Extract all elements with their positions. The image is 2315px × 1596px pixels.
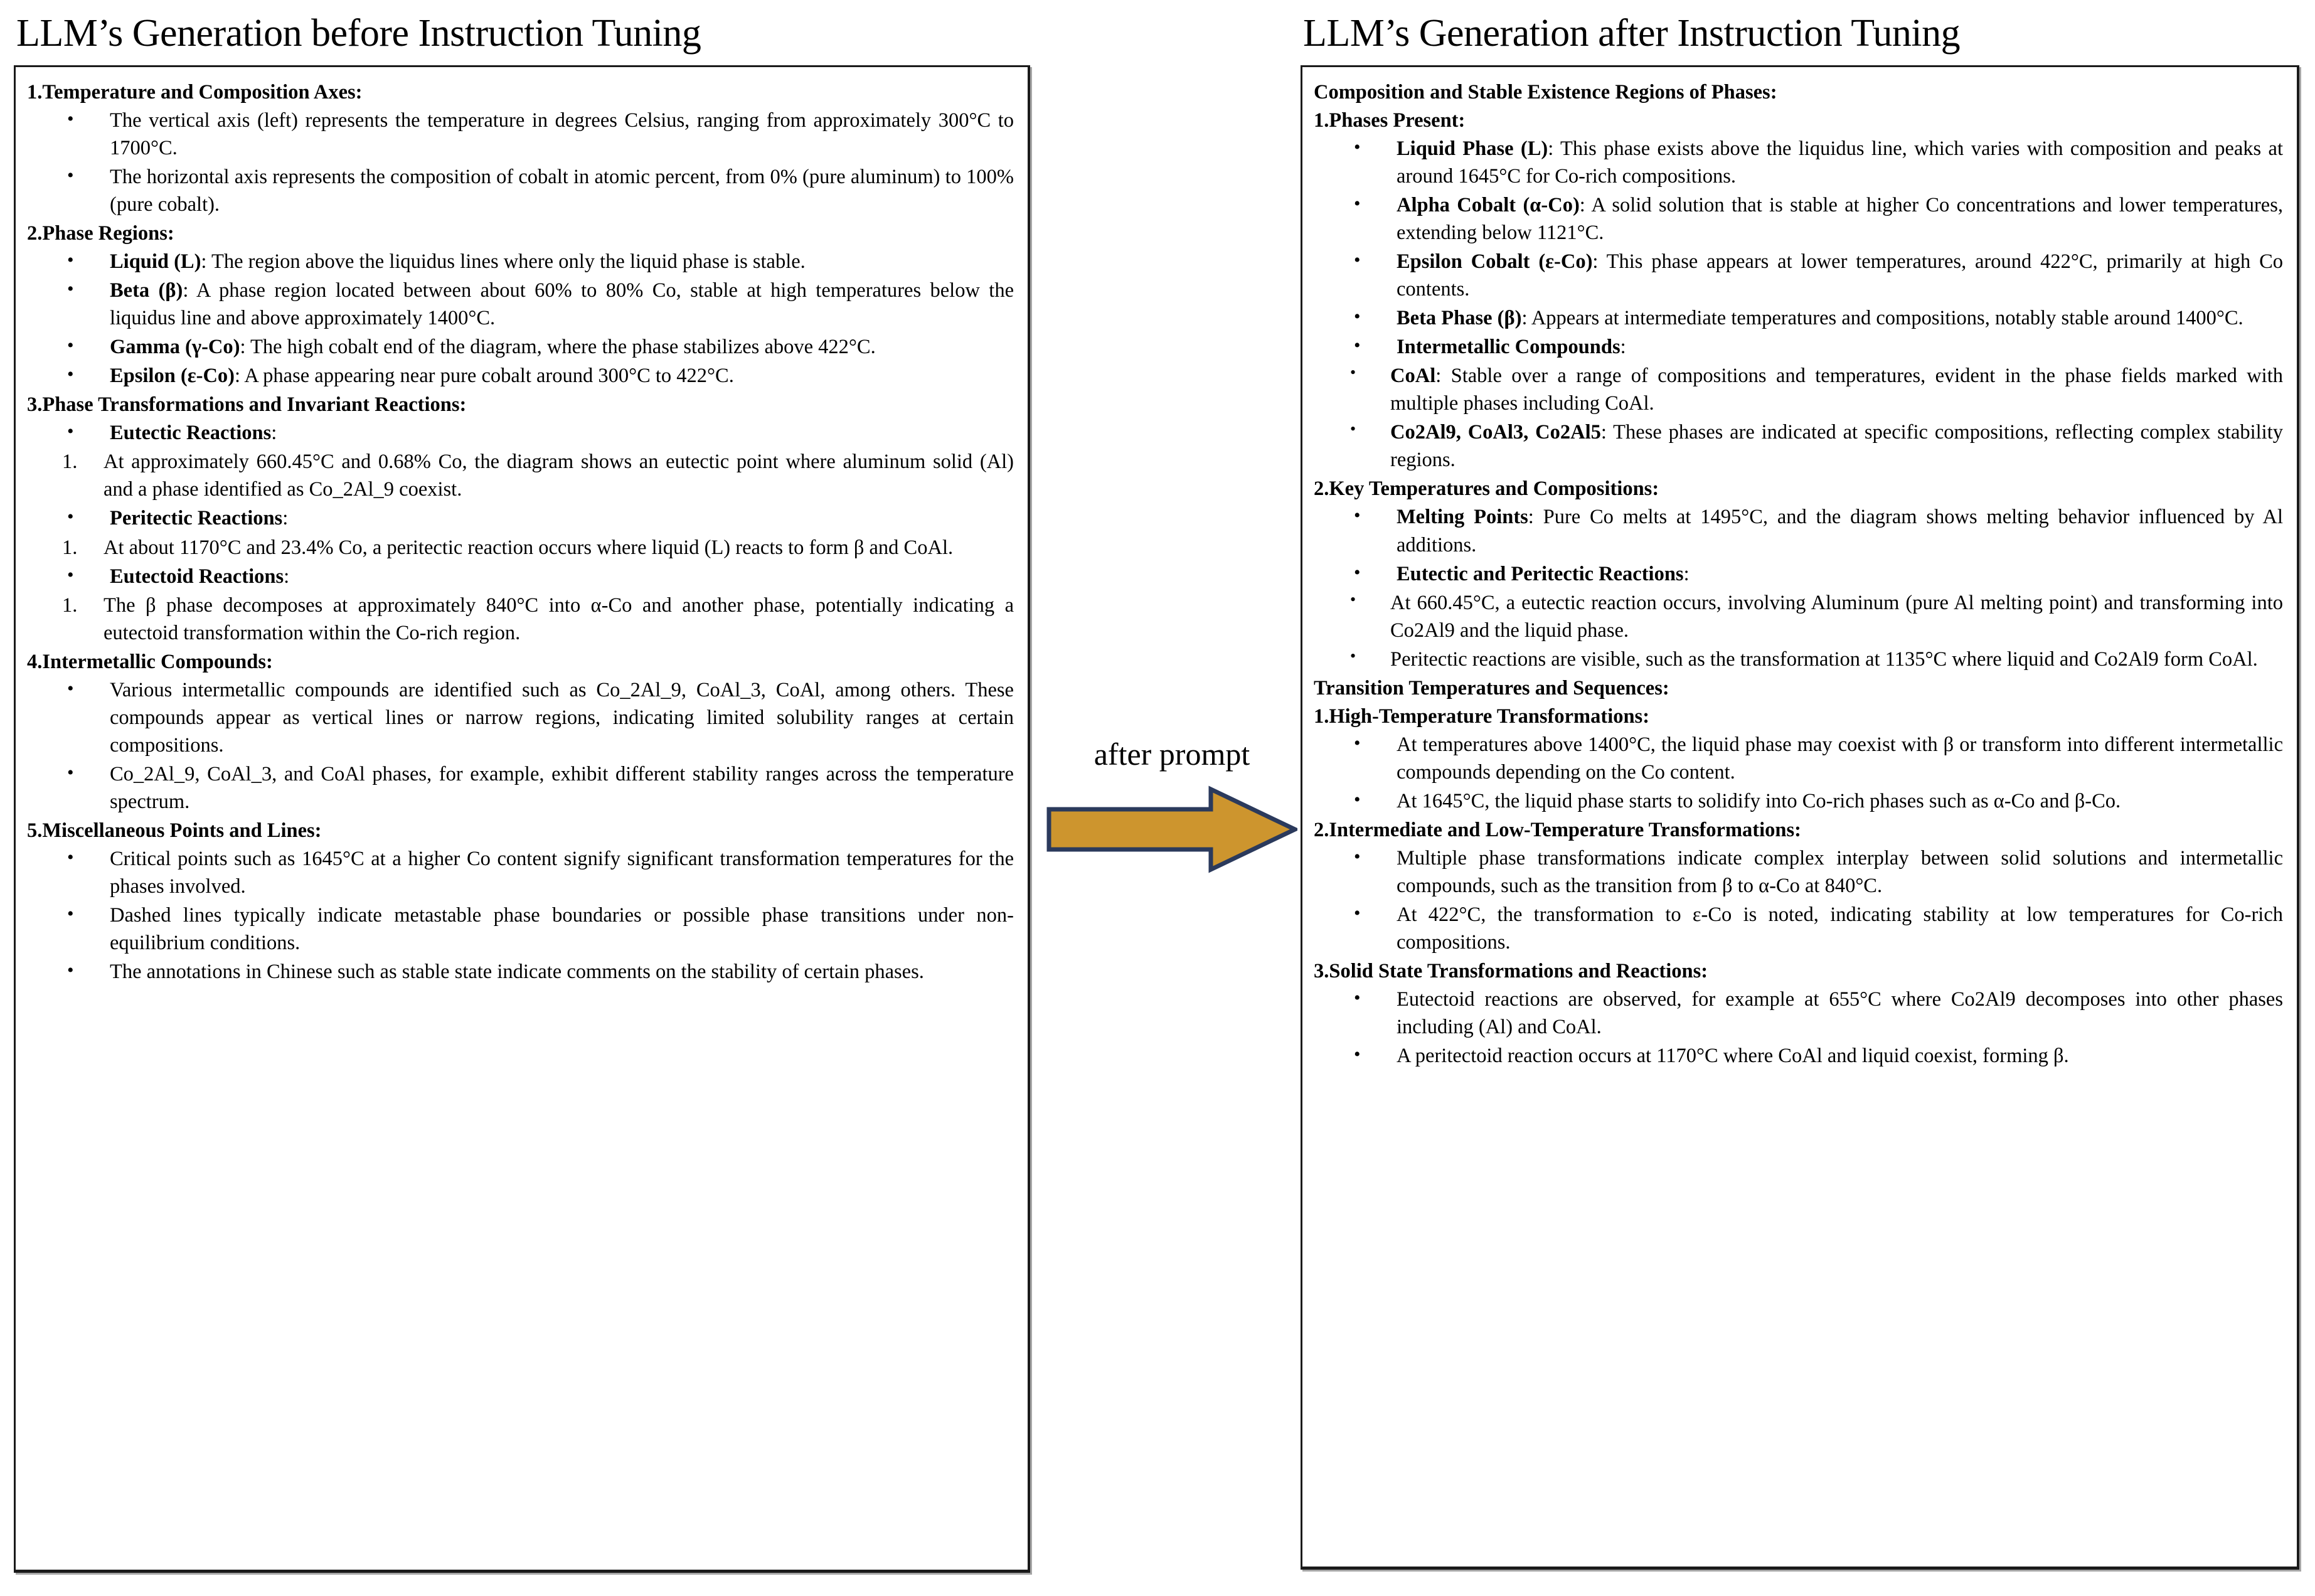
list-item: • Dashed lines typically indicate metastable phase boundaries or possible phase transitions under non-equilibrium conditions.	[27, 902, 1014, 957]
list-item-lead: Beta Phase (β)	[1397, 307, 1522, 330]
list-miscellaneous	[27, 845, 1014, 986]
after-tuning-text	[1314, 78, 2283, 1070]
list-item	[1314, 135, 2283, 190]
heading-transition-temperatures: Transition Temperatures and Sequences:	[1314, 676, 1669, 700]
list-item	[1314, 503, 2283, 558]
numbered-list-eutectoid	[27, 592, 1014, 647]
list-item-text: : Stable over a range of compositions and temperatures, evident in the phase fields marked with multiple phases including CoAl.	[1390, 364, 2283, 415]
list-high-temperature-transformations	[1314, 731, 2283, 815]
sublist-eutectic-peritectic	[1314, 589, 2283, 673]
list-item	[27, 333, 1014, 361]
list-solid-state-transformations	[1314, 986, 2283, 1070]
numbered-list-eutectic	[27, 448, 1014, 503]
heading-composition-regions: Composition and Stable Existence Regions of Phases:	[1314, 81, 1777, 104]
list-item-text: : Appears at intermediate temperatures and compositions, notably stable around 1400°C.	[1521, 307, 2243, 330]
list-item-text: : A phase region located between about 60% to 80% Co, stable at high temperatures below the liquidus line and above approximately 1400°C.	[110, 279, 1014, 330]
list-item-text: : This phase exists above the liquidus line, which varies with composition and peaks at around 1645°C for Co-rich compositions.	[1397, 137, 2283, 188]
list-item	[1314, 333, 2283, 361]
list-item-lead: Liquid (L)	[110, 250, 201, 274]
list-item-text: :	[1620, 336, 1626, 359]
right-arrow-icon	[1046, 785, 1297, 873]
heading-solid-state-transformations: 3.Solid State Transformations and Reactions:	[1314, 959, 1708, 982]
list-item-text: : This phase appears at lower temperatures, around 422°C, primarily at high Co contents.	[1397, 250, 2283, 301]
list-item-text: :	[1683, 562, 1690, 585]
before-tuning-text	[27, 78, 1014, 986]
list-item-lead: Epsilon Cobalt (ε-Co)	[1397, 250, 1593, 274]
list-item	[1314, 560, 2283, 588]
list-item-lead: Eutectic Reactions	[110, 422, 272, 445]
list-item	[1314, 248, 2283, 303]
list-item	[1314, 418, 2283, 474]
sublist-intermetallic-compounds	[1314, 362, 2283, 474]
list-item: • Eutectoid reactions are observed, for example at 655°C where Co2Al9 decomposes into other phases including (Al) and CoAl.	[1314, 986, 2283, 1041]
list-item: • Co_2Al_9, CoAl_3, and CoAl phases, for example, exhibit different stability ranges across the temperature spectrum.	[27, 760, 1014, 816]
list-item-text: : The region above the liquidus lines where only the liquid phase is stable.	[201, 250, 806, 274]
list-item-lead: Co2Al9, CoAl3, Co2Al5	[1390, 421, 1601, 444]
list-item	[1314, 362, 2283, 417]
list-item-lead: Eutectoid Reactions	[110, 565, 284, 588]
list-item-text: :	[284, 565, 290, 588]
list-key-temperatures	[1314, 503, 2283, 587]
list-item-text: : Pure Co melts at 1495°C, and the diagram shows melting behavior influenced by Al additions.	[1397, 506, 2284, 556]
list-item: At about 1170°C and 23.4% Co, a peritectic reaction occurs where liquid (L) reacts to form β and CoAl.	[104, 536, 954, 559]
list-item: • Peritectic reactions are visible, such as the transformation at 1135°C where liquid and Co2Al9 form CoAl.	[1314, 646, 2283, 673]
before-tuning-panel	[14, 0, 1030, 1573]
list-item: • At temperatures above 1400°C, the liquid phase may coexist with β or transform into different intermetallic compounds depending on the Co content.	[1314, 731, 2283, 786]
list-eutectoid-label	[27, 563, 1014, 590]
list-phases-present	[1314, 135, 2283, 361]
heading-key-temperatures: 2.Key Temperatures and Compositions:	[1314, 477, 1659, 501]
heading-temperature-axes: 1.Temperature and Composition Axes:	[27, 81, 363, 104]
list-item-lead: Liquid Phase (L)	[1397, 137, 1548, 161]
list-item	[27, 563, 1014, 590]
list-temperature-axes	[27, 107, 1014, 218]
numbered-list-peritectic	[27, 534, 1014, 561]
after-prompt-label: after prompt	[1094, 737, 1250, 772]
list-item: • At 660.45°C, a eutectic reaction occurs, involving Aluminum (pure Al melting point) and transforming into Co2Al9 and the liquid phase.	[1314, 589, 2283, 644]
list-item: • The horizontal axis represents the composition of cobalt in atomic percent, from 0% (pure aluminum) to 100% (pure cobalt).	[27, 163, 1014, 218]
list-item-lead: Epsilon (ε-Co)	[110, 364, 235, 388]
list-item-lead: Alpha Cobalt (α-Co)	[1397, 194, 1580, 217]
list-item	[27, 277, 1014, 332]
list-phase-transformations	[27, 419, 1014, 447]
list-item	[27, 248, 1014, 275]
list-item	[27, 419, 1014, 447]
list-item: • Critical points such as 1645°C at a higher Co content signify significant transformation temperatures for the phases involved.	[27, 845, 1014, 900]
list-item	[27, 504, 1014, 532]
list-item-lead: Gamma (γ-Co)	[110, 336, 240, 359]
list-item-lead: Eutectic and Peritectic Reactions	[1397, 562, 1684, 585]
heading-intermetallic-compounds: 4.Intermetallic Compounds:	[27, 650, 273, 673]
list-item	[1314, 304, 2283, 332]
heading-intermediate-low-temperature: 2.Intermediate and Low-Temperature Transformations:	[1314, 818, 1801, 841]
list-item: • The annotations in Chinese such as stable state indicate comments on the stability of certain phases.	[27, 958, 1014, 986]
list-item-text: : A solid solution that is stable at higher Co concentrations and lower temperatures, extending below 1121°C.	[1397, 194, 2284, 245]
list-item-lead: CoAl	[1390, 364, 1436, 388]
list-item	[1314, 191, 2283, 247]
list-item-text: : A phase appearing near pure cobalt around 300°C to 422°C.	[234, 364, 734, 388]
transition-annotation	[1046, 737, 1297, 873]
list-item-text: :	[271, 422, 277, 445]
heading-phase-regions: 2.Phase Regions:	[27, 222, 174, 245]
after-tuning-content-box	[1301, 65, 2299, 1570]
list-item: • Various intermetallic compounds are identified such as Co_2Al_9, CoAl_3, CoAl, among others. These compounds appear as vertical lines or narrow regions, indicating limited solubility ranges at certain compositions.	[27, 676, 1014, 759]
list-item: At approximately 660.45°C and 0.68% Co, the diagram shows an eutectic point where aluminum solid (Al) and a phase identified as Co_2Al_9 coexist.	[104, 450, 1014, 501]
list-intermediate-low-temperature	[1314, 844, 2283, 956]
list-item-text: : These phases are indicated at specific compositions, reflecting complex stability regions.	[1390, 421, 2283, 472]
list-item-text: :	[282, 507, 289, 530]
list-item	[27, 362, 1014, 390]
page-title-after: LLM’s Generation after Instruction Tuning	[1303, 12, 1961, 55]
list-item: The β phase decomposes at approximately 840°C into α-Co and another phase, potentially indicating a eutectoid transformation within the Co-rich region.	[104, 593, 1014, 644]
list-item: • A peritectoid reaction occurs at 1170°C where CoAl and liquid coexist, forming β.	[1314, 1042, 2283, 1070]
list-item: • At 1645°C, the liquid phase starts to solidify into Co-rich phases such as α-Co and β-Co.	[1314, 787, 2283, 815]
page-title-before: LLM’s Generation before Instruction Tuning	[16, 12, 701, 55]
list-intermetallic-compounds	[27, 676, 1014, 816]
after-tuning-panel	[1301, 0, 2299, 1570]
list-item-lead: Peritectic Reactions	[110, 507, 283, 530]
list-item: • The vertical axis (left) represents the temperature in degrees Celsius, ranging from approximately 300°C to 1700°C.	[27, 107, 1014, 162]
list-item: • At 422°C, the transformation to ε-Co is noted, indicating stability at low temperatures for Co-rich compositions.	[1314, 901, 2283, 956]
list-item-lead: Melting Points	[1397, 506, 1528, 529]
heading-high-temperature-transformations: 1.High-Temperature Transformations:	[1314, 705, 1650, 728]
list-peritectic-label	[27, 504, 1014, 532]
heading-miscellaneous: 5.Miscellaneous Points and Lines:	[27, 819, 322, 842]
list-item-lead: Beta (β)	[110, 279, 183, 302]
before-tuning-content-box	[14, 65, 1030, 1573]
list-item-lead: Intermetallic Compounds	[1397, 336, 1620, 359]
heading-phases-present: 1.Phases Present:	[1314, 109, 1466, 132]
list-phase-regions	[27, 248, 1014, 390]
list-item: • Multiple phase transformations indicate complex interplay between solid solutions and intermetallic compounds, such as the transition from β to α-Co at 840°C.	[1314, 844, 2283, 900]
list-item-text: : The high cobalt end of the diagram, where the phase stabilizes above 422°C.	[240, 336, 876, 359]
heading-phase-transformations: 3.Phase Transformations and Invariant Reactions:	[27, 393, 467, 417]
